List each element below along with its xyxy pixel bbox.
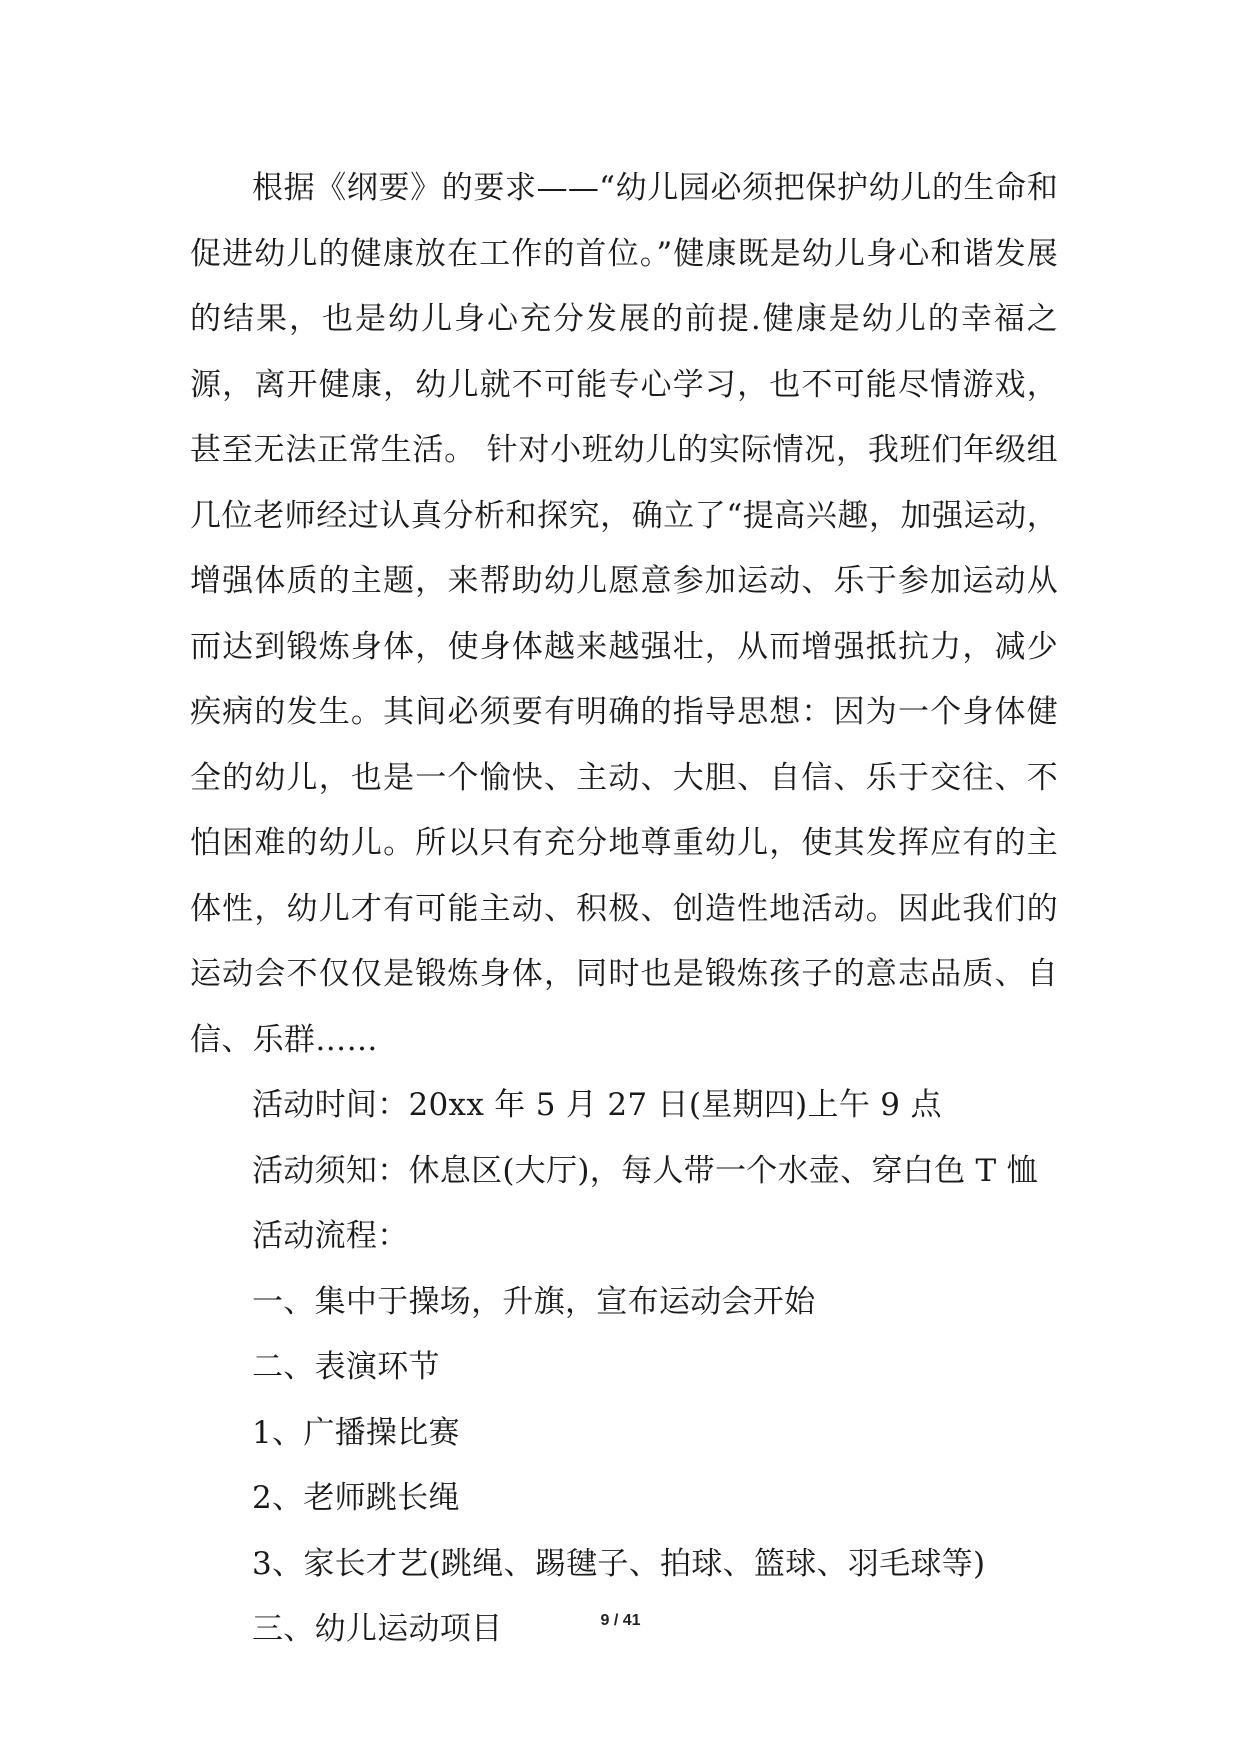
process-item-2: 二、表演环节	[252, 1349, 440, 1385]
process-item-1: 一、集中于操场，升旗，宣布运动会开始	[252, 1283, 816, 1320]
performance-item-2: 2、老师跳长绳	[252, 1480, 460, 1516]
activity-process-heading: 活动流程：	[252, 1218, 409, 1254]
activity-time-line: 活动时间：20xx 年 5 月 27 日(星期四)上午 9 点	[252, 1087, 942, 1123]
intro-paragraph: 根据《纲要》的要求——“幼儿园必须把保护幼儿的生命和促进幼儿的健康放在工作的首位。”健康既是幼儿身心和谐发展的结果，也是幼儿身心充分发展的前提.健康是幼儿的幸福之源，离开健康，幼儿就不可能专心学习，也不可能尽情游戏，甚至无法正常生活。 针对小班幼儿的实际情况，我班们年级组几位老师经过认真分析和探究，确立了“提高兴趣，加强运动，增强体质的主题，来帮助幼儿愿意参加运动、乐于参加运动从而达到锻炼身体，使身体越来越强壮，从而增强抵抗力，减少疾病的发生。其间必须要有明确的指导思想：因为一个身体健全的幼儿，也是一个愉快、主动、大胆、自信、乐于交往、不怕困难的幼儿。所以只有充分地尊重幼儿，使其发挥应有的主体性，幼儿才有可能主动、积极、创造性地活动。因此我们的运动会不仅仅是锻炼身体，同时也是锻炼孩子的意志品质、自信、乐群……	[190, 170, 1058, 1058]
performance-item-1: 1、广播操比赛	[252, 1414, 460, 1451]
page-number: 9 / 41	[600, 1612, 641, 1629]
activity-notice-line: 活动须知：休息区(大厅)，每人带一个水壶、穿白色 T 恤	[252, 1152, 1038, 1189]
process-item-3: 三、幼儿运动项目	[252, 1611, 503, 1647]
document-body	[190, 156, 1058, 1663]
performance-item-3: 3、家长才艺(跳绳、踢毽子、拍球、篮球、羽毛球等)	[252, 1545, 986, 1582]
